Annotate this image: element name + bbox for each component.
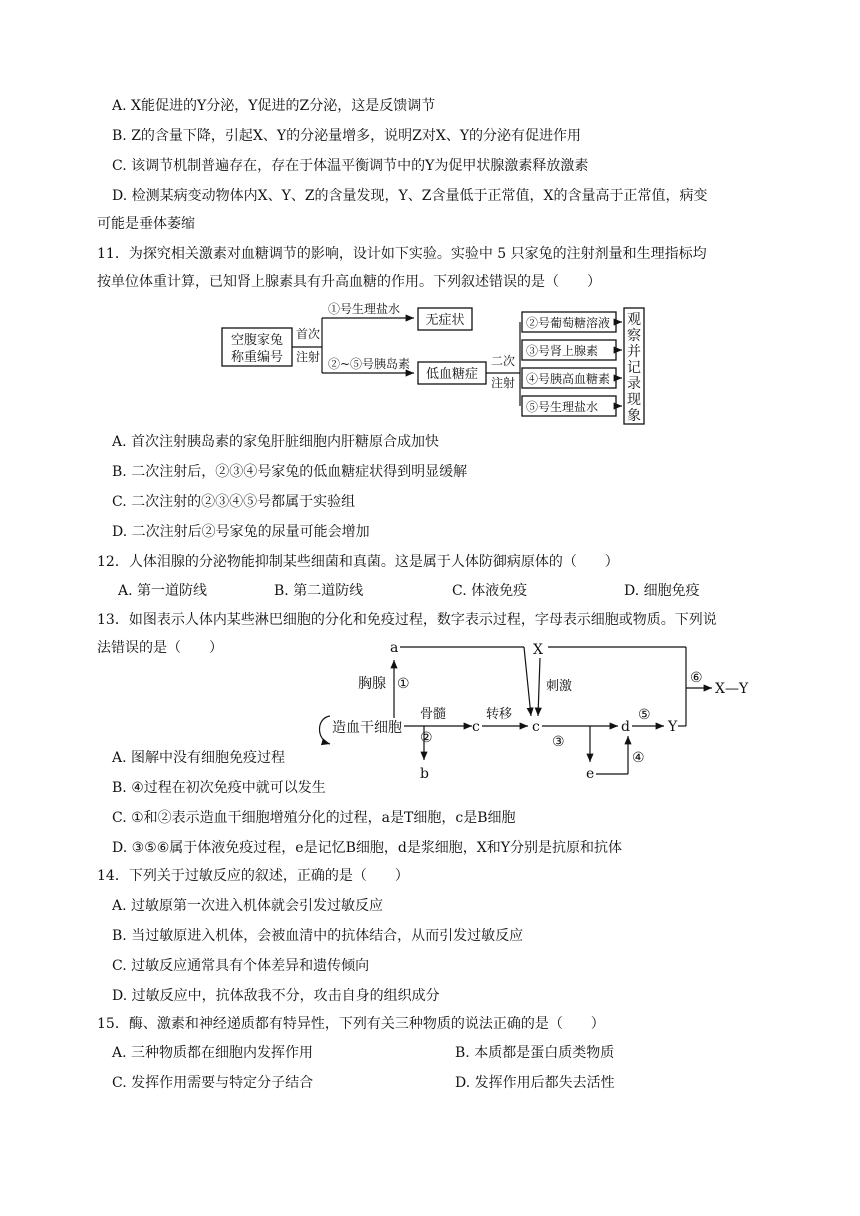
q11-option-d: D. 二次注射后②号家兔的尿量可能会增加 xyxy=(112,524,370,540)
q12-option-d: D. 细胞免疫 xyxy=(624,583,700,599)
sub4-label: ④号胰高血糖素 xyxy=(526,372,611,386)
process-6: ⑥ xyxy=(690,670,703,686)
start-box-line2: 称重编号 xyxy=(230,350,284,365)
q15-option-d: D. 发挥作用后都失去活性 xyxy=(455,1075,615,1091)
q10-option-d-cont: 可能是垂体萎缩 xyxy=(97,216,195,232)
observe-char-2: 察 xyxy=(627,328,641,344)
first-inject-label-1: 首次 xyxy=(295,327,321,341)
q10-option-b: B. Z的含量下降，引起X、Y的分泌量增多，说明Z对X、Y的分泌有促进作用 xyxy=(112,128,582,144)
q11-option-a: A. 首次注射胰岛素的家兔肝脏细胞内肝糖原合成加快 xyxy=(112,434,440,450)
q10-option-a: A. X能促进的Y分泌，Y促进的Z分泌，这是反馈调节 xyxy=(112,98,436,114)
thymus-label: 胸腺 xyxy=(358,676,386,692)
process-4: ④ xyxy=(632,750,645,766)
q10-option-d: D. 检测某病变动物体内X、Y、Z的含量发现，Y、Z含量低于正常值，X的含量高于正常值，病变 xyxy=(112,188,708,204)
stimulate-label: 刺激 xyxy=(546,679,573,694)
process-1: ① xyxy=(397,676,410,692)
cell-e: e xyxy=(586,766,595,782)
sub5-label: ⑤号生理盐水 xyxy=(526,400,599,414)
sub2-label: ②号葡萄糖溶液 xyxy=(526,316,611,330)
q15-stem: 15．酶、激素和神经递质都有特异性，下列有关三种物质的说法正确的是（ ） xyxy=(97,1016,605,1032)
cell-a: a xyxy=(390,640,399,656)
q13-option-d: D. ③⑤⑥属于体液免疫过程，e是记忆B细胞，d是浆细胞，X和Y分别是抗原和抗体 xyxy=(112,840,623,856)
cell-c-2: c xyxy=(532,719,540,735)
q14-stem: 14．下列关于过敏反应的叙述，正确的是（ ） xyxy=(97,868,409,884)
observe-char-3: 并 xyxy=(627,344,641,360)
q11-experiment-diagram xyxy=(210,300,650,430)
cell-d: d xyxy=(621,719,630,735)
process-5: ⑤ xyxy=(638,707,651,723)
q15-option-a: A. 三种物质都在细胞内发挥作用 xyxy=(112,1045,314,1061)
cell-b: b xyxy=(420,766,429,782)
transfer-label: 转移 xyxy=(486,707,513,722)
branch2-label: ②~⑤号胰岛素 xyxy=(328,357,411,371)
q14-option-a: A. 过敏原第一次进入机体就会引发过敏反应 xyxy=(112,898,384,914)
observe-char-7: 象 xyxy=(627,408,641,424)
q13-option-a: A. 图解中没有细胞免疫过程 xyxy=(112,750,286,766)
start-box-line1: 空腹家兔 xyxy=(230,333,284,348)
antigen-x: X xyxy=(533,642,543,658)
observe-char-4: 记 xyxy=(627,360,641,376)
first-inject-label-2: 注射 xyxy=(295,350,321,364)
q12-option-c: C. 体液免疫 xyxy=(452,583,528,599)
second-inject-label-2: 注射 xyxy=(490,376,516,390)
q15-option-c: C. 发挥作用需要与特定分子结合 xyxy=(112,1075,314,1091)
sub3-label: ③号肾上腺素 xyxy=(526,344,599,358)
q14-option-d: D. 过敏反应中，抗体敌我不分，攻击自身的组织成分 xyxy=(112,988,440,1004)
q11-option-c: C. 二次注射的②③④⑤号都属于实验组 xyxy=(112,494,356,510)
q15-option-b: B. 本质都是蛋白质类物质 xyxy=(455,1045,615,1061)
q12-option-b: B. 第二道防线 xyxy=(274,583,364,599)
q11-stem-line1: 11．为探究相关激素对血糖调节的影响，设计如下实验。实验中 5 只家兔的注射剂量和生理指标均 xyxy=(97,246,707,262)
stem-cell-label: 造血干细胞 xyxy=(332,720,402,736)
hypoglycemia-text: 低血糖症 xyxy=(425,367,479,382)
no-symptom-text: 无症状 xyxy=(425,313,465,328)
complex-xy: X—Y xyxy=(715,681,749,697)
q12-stem: 12．人体泪腺的分泌物能抑制某些细菌和真菌。这是属于人体防御病原体的（ ） xyxy=(97,554,619,570)
q14-option-b: B. 当过敏原进入机体，会被血清中的抗体结合，从而引发过敏反应 xyxy=(112,928,524,944)
q13-option-b: B. ④过程在初次免疫中就可以发生 xyxy=(112,780,326,796)
q14-option-c: C. 过敏反应通常具有个体差异和遗传倾向 xyxy=(112,958,370,974)
q10-option-c: C. 该调节机制普遍存在，存在于体温平衡调节中的Y为促甲状腺激素释放激素 xyxy=(112,158,589,174)
bone-marrow-label: 骨髓 xyxy=(420,707,447,722)
q12-option-a: A. 第一道防线 xyxy=(118,583,208,599)
observe-char-1: 观 xyxy=(627,312,641,328)
process-2: ② xyxy=(420,730,433,746)
branch1-label: ①号生理盐水 xyxy=(328,302,401,316)
process-3: ③ xyxy=(552,734,565,750)
observe-char-6: 现 xyxy=(627,392,641,408)
q11-stem-line2: 按单位体重计算，已知肾上腺素具有升高血糖的作用。下列叙述错误的是（ ） xyxy=(97,274,601,290)
q11-option-b: B. 二次注射后，②③④号家兔的低血糖症状得到明显缓解 xyxy=(112,464,468,480)
q13-immune-diagram xyxy=(312,636,772,786)
observe-char-5: 录 xyxy=(627,376,641,392)
q13-stem-line1: 13．如图表示人体内某些淋巴细胞的分化和免疫过程，数字表示过程，字母表示细胞或物质。下列说 xyxy=(97,612,717,628)
q13-stem-line2: 法错误的是（ ） xyxy=(97,640,223,656)
second-inject-label-1: 二次 xyxy=(490,354,516,368)
q13-option-c: C. ①和②表示造血干细胞增殖分化的过程，a是T细胞，c是B细胞 xyxy=(112,810,516,826)
antibody-y: Y xyxy=(668,719,678,735)
cell-c-1: c xyxy=(472,719,480,735)
